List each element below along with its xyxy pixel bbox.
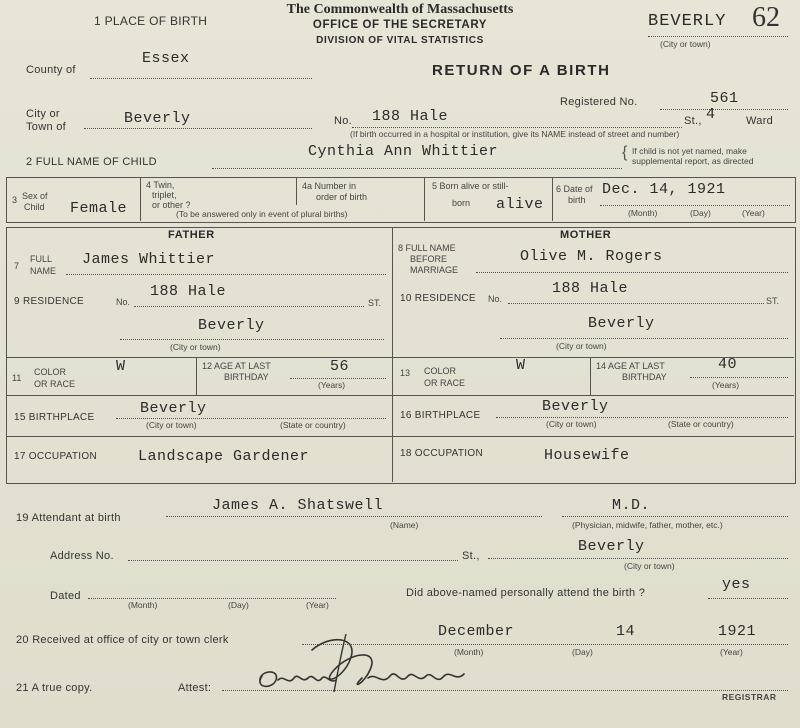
father-color-num: 11 (12, 373, 22, 383)
mother-residence-city: Beverly (588, 315, 655, 332)
registrar-label: REGISTRAR (722, 692, 777, 702)
dob-day-caption: (Day) (690, 208, 711, 218)
city-value: Beverly (124, 110, 191, 127)
mother-birthplace-state-caption: (State or country) (668, 419, 734, 429)
received-year: 1921 (718, 623, 757, 640)
mother-occupation-value: Housewife (544, 447, 630, 464)
twin-label-2: triplet, (152, 190, 177, 200)
place-of-birth-label: 1 PLACE OF BIRTH (94, 14, 208, 28)
father-residence-street: 188 Hale (150, 283, 227, 300)
received-month: December (438, 623, 515, 640)
child-name-value: Cynthia Ann Whittier (308, 143, 499, 160)
mother-color-label-2: OR RACE (424, 378, 466, 388)
sex-label-2: Child (24, 202, 45, 212)
dated-month-caption: (Month) (128, 600, 158, 610)
city-label-2: Town of (26, 121, 67, 133)
street-st-label: St., (684, 115, 702, 127)
father-residence-no-label: No. (116, 297, 131, 307)
dob-label-2: birth (568, 195, 586, 205)
mother-color-num: 13 (400, 368, 411, 378)
attendant-title-value: M.D. (612, 497, 651, 514)
street-no-label: No. (334, 115, 353, 127)
mother-color-label-1: COLOR (424, 366, 457, 376)
father-color-label-2: OR RACE (34, 379, 76, 389)
father-residence-st-label: ST. (368, 298, 382, 308)
father-name-label-1: FULL (30, 254, 53, 264)
attendant-name-caption: (Name) (390, 520, 419, 530)
city-label-1: City or (26, 108, 60, 120)
received-day: 14 (616, 623, 636, 640)
father-residence-city: Beverly (198, 317, 265, 334)
true-copy-label: 21 A true copy. (16, 682, 93, 694)
address-city-caption: (City or town) (624, 561, 675, 571)
attendant-name-value: James A. Shatswell (212, 497, 384, 514)
attend-answer: yes (722, 576, 751, 593)
commonwealth-title: The Commonwealth of Massachusetts (286, 2, 514, 17)
born-alive-label-2: born (452, 198, 471, 208)
order-label-2: order of birth (316, 192, 368, 202)
mother-years-caption: (Years) (712, 380, 740, 390)
mother-birthplace-label: 16 BIRTHPLACE (400, 410, 481, 421)
mother-name-value: Olive M. Rogers (520, 248, 663, 265)
mother-occupation-label: 18 OCCUPATION (400, 448, 483, 459)
attendant-title-caption: (Physician, midwife, father, mother, etc.) (572, 520, 723, 530)
mother-color-value: W (516, 357, 526, 374)
file-number: 62 (752, 2, 780, 33)
hospital-note: (If birth occurred in a hospital or institution, give its NAME instead of street and number) (350, 129, 680, 139)
form-title: RETURN OF A BIRTH (432, 62, 611, 79)
child-name-label: 2 FULL NAME OF CHILD (26, 156, 157, 168)
received-year-caption: (Year) (720, 647, 743, 657)
mother-residence-label: 10 RESIDENCE (400, 293, 476, 304)
twin-label-1: 4 Twin, (146, 180, 175, 190)
dob-month-caption: (Month) (628, 208, 658, 218)
attendant-label: 19 Attendant at birth (16, 512, 121, 524)
father-occupation-label: 17 OCCUPATION (14, 451, 97, 462)
mother-age-label-1: 14 AGE AT LAST (596, 361, 665, 371)
ward-value: 4 (706, 106, 716, 123)
mother-age-value: 40 (718, 356, 738, 373)
not-named-note-1: If child is not yet named, make (632, 146, 747, 156)
received-label: 20 Received at office of city or town clerk (16, 634, 229, 646)
division-title: DIVISION OF VITAL STATISTICS (316, 35, 484, 46)
father-name-value: James Whittier (82, 251, 216, 268)
city-or-town-caption: (City or town) (660, 39, 711, 49)
registered-no-value: 561 (710, 90, 739, 107)
father-birthplace-value: Beverly (140, 400, 207, 417)
dated-day-caption: (Day) (228, 600, 249, 610)
received-month-caption: (Month) (454, 647, 484, 657)
twin-label-3: or other ? (152, 200, 191, 210)
mother-residence-city-caption: (City or town) (556, 341, 607, 351)
dob-value: Dec. 14, 1921 (602, 181, 726, 198)
not-named-note-2: supplemental report, as directed (632, 156, 754, 166)
mother-birthplace-value: Beverly (542, 398, 609, 415)
mother-heading: MOTHER (560, 229, 612, 241)
sex-num: 3 (12, 195, 18, 205)
mother-residence-st-label: ST. (766, 296, 780, 306)
mother-name-label-1: 8 FULL NAME (398, 243, 456, 253)
city-stamp: BEVERLY (648, 12, 727, 31)
plural-note: (To be answered only in event of plural births) (176, 209, 348, 219)
father-heading: FATHER (168, 229, 215, 241)
mother-name-label-3: MARRIAGE (410, 265, 459, 275)
father-birthplace-city-caption: (City or town) (146, 420, 197, 430)
dated-year-caption: (Year) (306, 600, 329, 610)
registered-no-label: Registered No. (560, 96, 638, 108)
street-value: 188 Hale (372, 108, 449, 125)
ward-label: Ward (746, 115, 774, 127)
mother-birthplace-city-caption: (City or town) (546, 419, 597, 429)
father-color-value: W (116, 358, 126, 375)
registrar-signature (250, 630, 490, 700)
father-age-label-2: BIRTHDAY (224, 372, 269, 382)
address-st-label: St., (462, 550, 480, 562)
father-birthplace-state-caption: (State or country) (280, 420, 346, 430)
county-label: County of (26, 64, 76, 76)
dob-label-1: 6 Date of (556, 184, 593, 194)
father-age-label-1: 12 AGE AT LAST (202, 361, 271, 371)
born-alive-label-1: 5 Born alive or still- (432, 181, 509, 191)
address-city-value: Beverly (578, 538, 645, 555)
order-label-1: 4a Number in (302, 181, 357, 191)
attest-label: Attest: (178, 682, 212, 694)
mother-age-label-2: BIRTHDAY (622, 372, 667, 382)
brace-mark: { (622, 144, 628, 161)
sex-value: Female (70, 200, 128, 217)
office-title: OFFICE OF THE SECRETARY (312, 19, 488, 31)
received-day-caption: (Day) (572, 647, 593, 657)
dob-year-caption: (Year) (742, 208, 765, 218)
father-residence-label: 9 RESIDENCE (14, 296, 84, 307)
born-alive-value: alive (496, 196, 544, 213)
father-name-num: 7 (14, 261, 20, 271)
mother-residence-street: 188 Hale (552, 280, 629, 297)
father-residence-city-caption: (City or town) (170, 342, 221, 352)
dated-label: Dated (50, 590, 81, 602)
mother-name-label-2: BEFORE (410, 254, 448, 264)
father-color-label-1: COLOR (34, 367, 67, 377)
father-occupation-value: Landscape Gardener (138, 448, 310, 465)
county-value: Essex (142, 50, 190, 67)
attend-question: Did above-named personally attend the birth ? (406, 587, 646, 599)
father-birthplace-label: 15 BIRTHPLACE (14, 412, 95, 423)
father-years-caption: (Years) (318, 380, 346, 390)
father-name-label-2: NAME (30, 266, 57, 276)
address-label: Address No. (50, 550, 114, 562)
sex-label-1: Sex of (22, 191, 48, 201)
mother-residence-no-label: No. (488, 294, 503, 304)
father-age-value: 56 (330, 358, 350, 375)
